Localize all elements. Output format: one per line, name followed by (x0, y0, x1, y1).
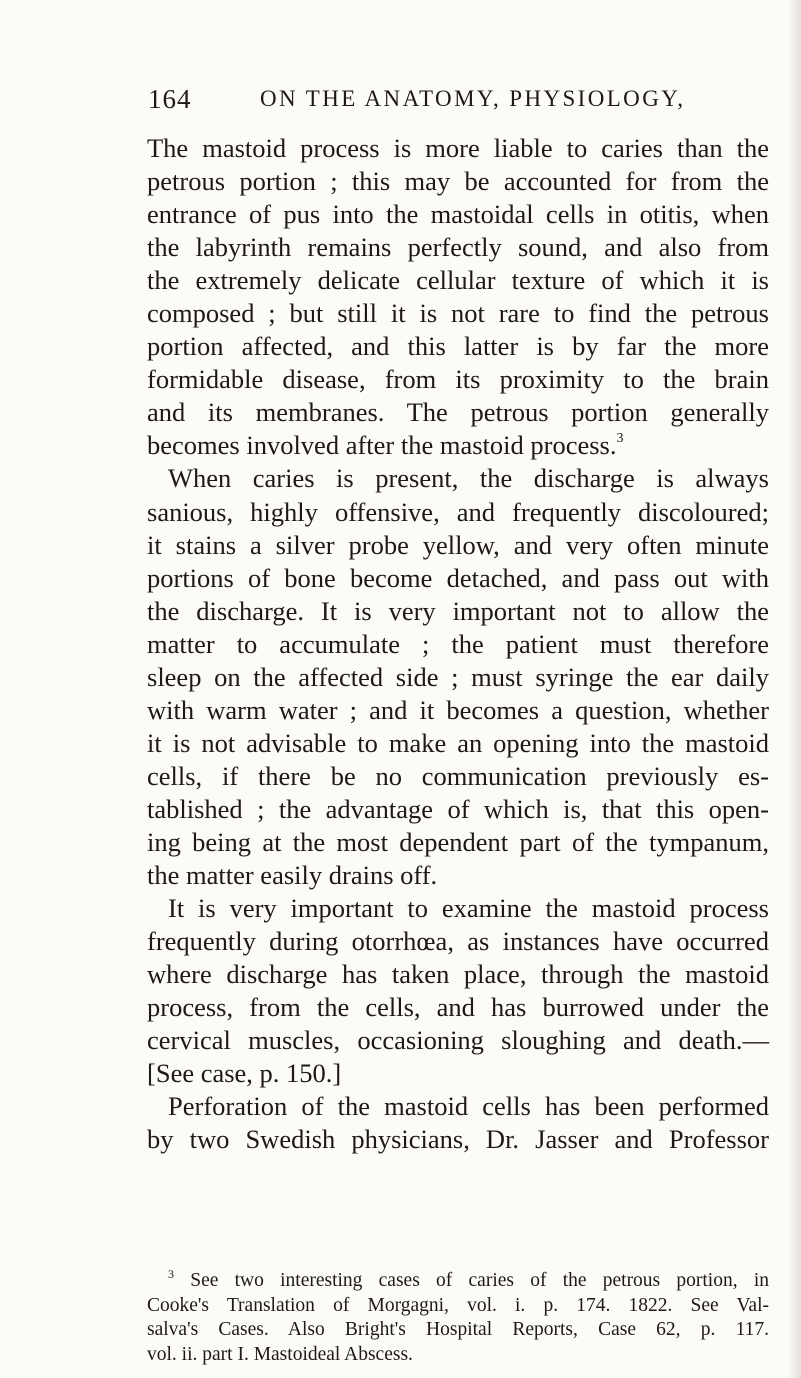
text-line: it is not advisable to make an opening into the mastoid (147, 727, 769, 758)
footnote-line: salva's Cases. Also Bright's Hospital Reports, Case 62, p. 117. (147, 1319, 769, 1341)
text-line: the matter easily drains off. (147, 860, 438, 891)
text-line: tablished ; the advantage of which is, that this open- (147, 793, 769, 824)
text-line: frequently during otorrhœa, as instances have occurred (147, 926, 769, 957)
text-line: cells, if there be no communication previously es- (147, 760, 769, 791)
page-number: 164 (148, 84, 192, 114)
text-line: it stains a silver probe yellow, and very often minute (147, 529, 769, 560)
text-line-with-footnote-ref (147, 429, 769, 462)
text-line: cervical muscles, occasioning sloughing and death.— (147, 1025, 769, 1056)
footnote-line: vol. ii. part I. Mastoideal Abscess. (147, 1344, 413, 1366)
text-line: and its membranes. The petrous portion generally (147, 397, 769, 428)
text-line-content: becomes involved after the mastoid process. (147, 430, 617, 461)
footnote-line (147, 1269, 769, 1294)
text-line: The mastoid process is more liable to caries than the (147, 133, 769, 163)
text-line: process, from the cells, and has burrowed under the (147, 992, 769, 1023)
text-line: by two Swedish physicians, Dr. Jasser and Professor (147, 1124, 769, 1155)
paragraph-start-line: When caries is present, the discharge is always (168, 463, 769, 494)
text-line: [See case, p. 150.] (147, 1058, 342, 1089)
text-line: portions of bone become detached, and pass out with (147, 562, 769, 593)
footnote (147, 1269, 769, 1368)
text-line: with warm water ; and it becomes a question, whether (147, 694, 769, 725)
page-edge-shadow (787, 0, 801, 1378)
text-line: portion affected, and this latter is by far the more (147, 331, 769, 362)
running-head (148, 84, 768, 118)
footnote-marker: 3 (168, 1267, 174, 1281)
paragraph-start-line: Perforation of the mastoid cells has been performed (168, 1091, 769, 1122)
text-line: ing being at the most dependent part of the tympanum, (147, 826, 769, 857)
footnote-reference: 3 (616, 431, 624, 447)
text-line: where discharge has taken place, through the mastoid (147, 959, 769, 990)
text-line: formidable disease, from its proximity to the brain (147, 364, 769, 395)
footnote-line: Cooke's Translation of Morgagni, vol. i. p. 174. 1822. See Val- (147, 1294, 769, 1316)
text-line: petrous portion ; this may be accounted for from the (147, 166, 769, 197)
body-text (147, 132, 769, 1156)
text-line: the extremely delicate cellular texture of which it is (147, 265, 769, 296)
text-line: sanious, highly offensive, and frequently discoloured; (147, 496, 769, 527)
text-line: matter to accumulate ; the patient must therefore (147, 628, 769, 659)
text-line: entrance of pus into the mastoidal cells in otitis, when (147, 199, 769, 230)
footnote-line-content: See two interesting cases of caries of the petrous portion, in (190, 1270, 769, 1291)
paragraph-start-line: It is very important to examine the mastoid process (168, 893, 769, 924)
text-line: composed ; but still it is not rare to find the petrous (147, 298, 769, 329)
text-line: the labyrinth remains perfectly sound, and also from (147, 232, 769, 263)
running-head-title: ON THE ANATOMY, PHYSIOLOGY, (260, 86, 686, 111)
text-line: sleep on the affected side ; must syringe the ear daily (147, 661, 769, 692)
text-line: the discharge. It is very important not to allow the (147, 595, 769, 626)
